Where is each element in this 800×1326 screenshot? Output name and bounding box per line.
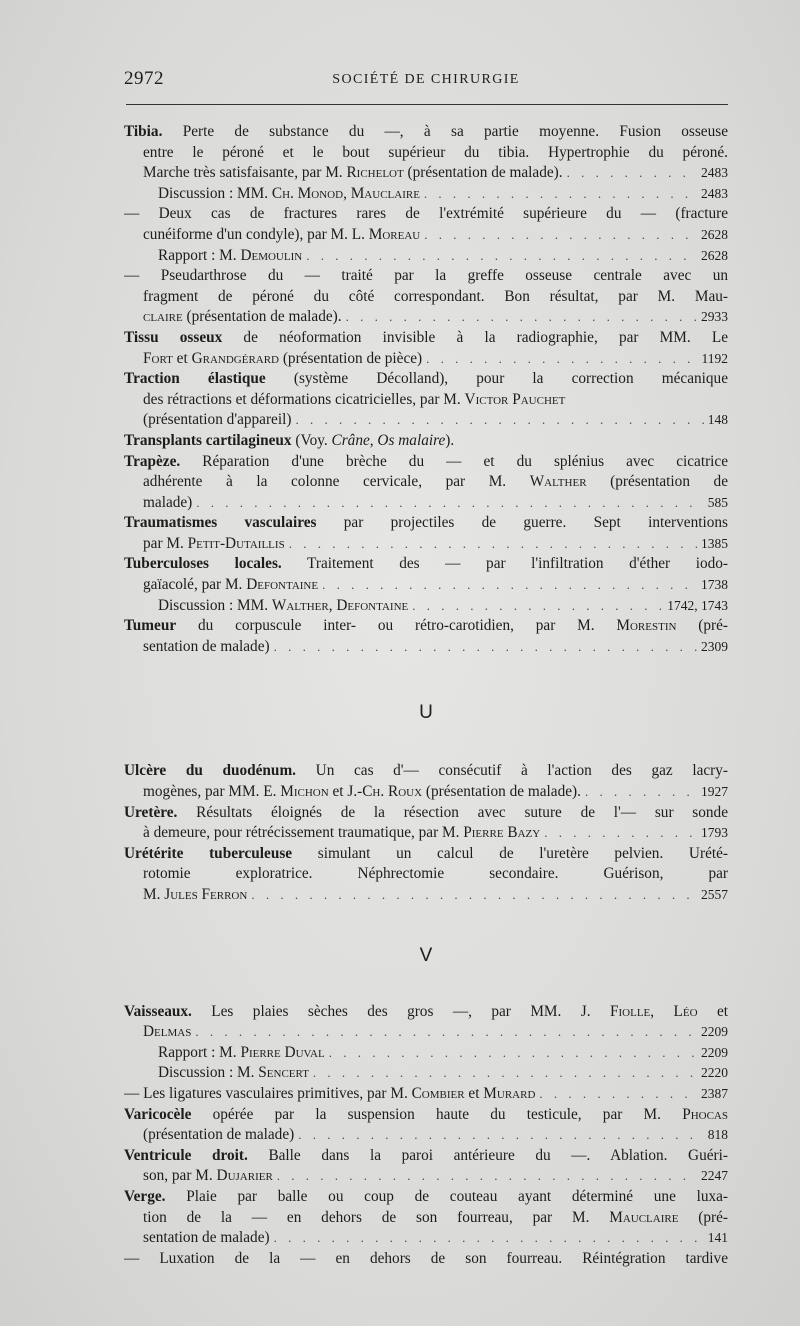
entry-keyword: Uretère. bbox=[124, 803, 178, 821]
page-reference: 2557 bbox=[701, 887, 728, 902]
page-reference: 818 bbox=[707, 1127, 728, 1143]
entry-author: claire bbox=[143, 308, 183, 326]
entry-text-part: (présentation de malade). bbox=[182, 308, 342, 326]
section-letter-v: V bbox=[419, 944, 433, 966]
entry-text-part: Réparation d'une brèche du — et du splénius avec cicatrice bbox=[180, 452, 728, 470]
index-entry bbox=[124, 1002, 728, 1105]
leader-dots bbox=[306, 246, 697, 267]
entry-keyword: Vaisseaux. bbox=[124, 1002, 192, 1020]
entry-author: Ch. Monod, Mauclaire bbox=[271, 184, 420, 202]
entry-author: Fort bbox=[143, 349, 173, 367]
entry-text-part: et J.- bbox=[328, 783, 363, 801]
entry-text-part: (système Décolland), pour la correction mécanique bbox=[265, 370, 728, 388]
entry-text-part: sentation de malade) bbox=[143, 637, 270, 655]
header-rule bbox=[126, 104, 728, 105]
entry-text bbox=[143, 534, 285, 555]
entry-line bbox=[124, 1022, 728, 1043]
entry-text-part: — Les ligatures vasculaires primitives, par M. bbox=[124, 1084, 412, 1102]
entry-line bbox=[124, 184, 728, 205]
entry-text bbox=[143, 163, 563, 184]
entry-line bbox=[124, 1084, 728, 1105]
entry-keyword: Varicocèle bbox=[124, 1105, 192, 1123]
entry-line bbox=[124, 1208, 728, 1229]
entry-text bbox=[124, 369, 728, 390]
entry-text-part: Balle dans la paroi antérieure du —. Ablation. Guéri- bbox=[247, 1146, 728, 1164]
entry-text bbox=[124, 1105, 728, 1126]
entry-text bbox=[124, 328, 728, 349]
entry-text bbox=[143, 575, 318, 596]
entry-text-part: (présentation d'appareil) bbox=[143, 411, 292, 429]
page-reference: 2209 bbox=[701, 1044, 728, 1060]
entry-text-part: Traitement des — par l'infiltration d'éther iodo- bbox=[281, 555, 728, 573]
entry-line bbox=[124, 410, 728, 431]
leader-dots bbox=[313, 1063, 697, 1084]
entry-text-part: Plaie par balle ou coup de couteau ayant déterminé une luxa- bbox=[165, 1187, 728, 1205]
entry-text bbox=[143, 1125, 294, 1146]
entry-text-part: et bbox=[172, 349, 192, 367]
entry-line bbox=[124, 472, 728, 493]
leader-dots bbox=[346, 307, 697, 328]
entry-text-part: (Voy. bbox=[291, 431, 332, 449]
entry-text-part: (présentation de malade). bbox=[403, 164, 563, 182]
entry-line bbox=[124, 513, 728, 534]
leader-dots bbox=[322, 575, 697, 596]
entry-text-part: fragment de péroné du côté correspondant. Bon résultat, par M. Mau- bbox=[143, 287, 728, 305]
entry-author: Dujarier bbox=[216, 1167, 273, 1185]
entry-text-part: cunéiforme d'un condyle), par M. L. bbox=[143, 225, 369, 243]
section-letter-u: U bbox=[419, 702, 433, 724]
entry-line bbox=[124, 204, 728, 225]
entry-text-part: rotomie exploratrice. Néphrectomie secondaire. Guérison, par bbox=[143, 865, 728, 883]
entry-text bbox=[158, 1043, 325, 1064]
page-reference: 141 bbox=[707, 1230, 728, 1246]
entry-text-part: (présentation de bbox=[586, 473, 728, 491]
entry-author: Morestin bbox=[616, 617, 677, 635]
leader-dots bbox=[195, 1022, 697, 1043]
section-v-entries bbox=[124, 1002, 728, 1270]
entry-line bbox=[124, 369, 728, 390]
entry-text-part: (présentation de pièce) bbox=[279, 349, 423, 367]
entry-author: Léo bbox=[673, 1002, 698, 1020]
index-entry bbox=[124, 1146, 728, 1187]
page-reference: 2628 bbox=[701, 247, 728, 263]
entry-author: Pierre Bazy bbox=[463, 824, 541, 842]
entry-author: Walther bbox=[529, 473, 587, 491]
page-reference: 2483 bbox=[701, 165, 728, 181]
entry-text bbox=[158, 1063, 309, 1084]
entry-author: Defontaine bbox=[246, 576, 319, 594]
entry-line bbox=[124, 823, 728, 844]
index-entry bbox=[124, 554, 728, 616]
page-reference: 2209 bbox=[701, 1024, 728, 1040]
leader-dots bbox=[196, 493, 703, 514]
entry-keyword: Tissu osseux bbox=[124, 328, 223, 346]
entry-author: Victor Pauchet bbox=[464, 390, 566, 408]
entry-author: Richelot bbox=[346, 164, 404, 182]
entry-line bbox=[124, 885, 728, 906]
entry-line bbox=[124, 782, 728, 803]
leader-dots bbox=[274, 637, 697, 658]
entry-text bbox=[143, 472, 728, 493]
leader-dots bbox=[295, 410, 703, 431]
entry-text-part: et bbox=[697, 1002, 728, 1020]
entry-text bbox=[143, 143, 728, 164]
page-reference: 2628 bbox=[701, 226, 728, 242]
entry-line bbox=[124, 575, 728, 596]
entry-keyword: Urétérite tuberculeuse bbox=[124, 844, 293, 862]
leader-dots bbox=[298, 1125, 704, 1146]
entry-text bbox=[158, 596, 408, 617]
entry-text bbox=[143, 287, 728, 308]
entry-text-part: (présentation de malade). bbox=[422, 783, 581, 801]
entry-line bbox=[124, 864, 728, 885]
index-entry bbox=[124, 844, 728, 906]
entry-text bbox=[143, 390, 565, 411]
entry-text bbox=[143, 225, 420, 246]
entry-text bbox=[143, 823, 540, 844]
page-reference: 148 bbox=[707, 412, 728, 428]
entry-text-part: Discussion : M. bbox=[158, 1064, 259, 1082]
entry-text bbox=[124, 1249, 728, 1270]
entry-author: Petit-Dutaillis bbox=[187, 534, 285, 552]
leader-dots bbox=[412, 596, 663, 617]
page-reference: 2220 bbox=[701, 1065, 728, 1081]
entry-text-part: tion de la — en dehors de son fourreau, par M. bbox=[143, 1208, 610, 1226]
entry-line bbox=[124, 266, 728, 287]
entry-line bbox=[124, 1166, 728, 1187]
entry-line bbox=[124, 307, 728, 328]
entry-text bbox=[143, 782, 581, 803]
index-entry bbox=[124, 122, 728, 328]
page-reference: 585 bbox=[707, 494, 728, 510]
entry-text-part: (pré- bbox=[678, 1208, 728, 1226]
entry-author: Jules Ferron bbox=[164, 886, 248, 903]
entry-line bbox=[124, 143, 728, 164]
entry-text-part: Discussion : MM. bbox=[158, 596, 272, 614]
leader-dots bbox=[277, 1166, 697, 1187]
leader-dots bbox=[424, 225, 697, 246]
entry-text-part: Résultats éloignés de la résection avec suture de l'— sur sonde bbox=[177, 803, 728, 821]
entry-text bbox=[143, 1022, 191, 1043]
entry-text-part: Rapport : M. bbox=[158, 1043, 241, 1061]
page-reference: 1742, 1743 bbox=[667, 597, 728, 613]
entry-text-part: (pré- bbox=[676, 617, 728, 635]
entry-text bbox=[124, 266, 728, 287]
entry-line bbox=[124, 1043, 728, 1064]
entry-text-part: — Luxation de la — en dehors de son fourreau. Réintégration tardive bbox=[124, 1249, 728, 1267]
entry-text-part: — Pseudarthrose du — traité par la greffe osseuse centrale avec un bbox=[124, 267, 728, 285]
entry-text-part: opérée par la suspension haute du testicule, par M. bbox=[191, 1105, 683, 1123]
entry-line bbox=[124, 431, 728, 452]
entry-line bbox=[124, 1249, 728, 1270]
entry-text-part: — Deux cas de fractures rares de l'extrémité supérieure du — (fracture bbox=[124, 205, 728, 223]
entry-keyword: Tumeur bbox=[124, 617, 177, 635]
entry-text bbox=[124, 204, 728, 225]
leader-dots bbox=[544, 823, 697, 844]
entry-text bbox=[124, 1002, 728, 1023]
leader-dots bbox=[251, 885, 697, 906]
section-t-entries bbox=[124, 122, 728, 657]
index-entry bbox=[124, 452, 728, 514]
entry-text-part: Perte de substance du —, à sa partie moyenne. Fusion osseuse bbox=[162, 123, 728, 140]
entry-text-part: gaïacolé, par M. bbox=[143, 576, 247, 594]
index-entry bbox=[124, 761, 728, 802]
entry-line bbox=[124, 246, 728, 267]
entry-text bbox=[143, 307, 342, 328]
entry-text bbox=[124, 513, 728, 534]
entry-author: Sencert bbox=[258, 1064, 309, 1082]
entry-line bbox=[124, 554, 728, 575]
page-reference: 1927 bbox=[701, 784, 728, 800]
entry-line bbox=[124, 1228, 728, 1249]
page-reference: 1738 bbox=[701, 577, 728, 593]
entry-text bbox=[158, 184, 420, 205]
entry-line bbox=[124, 493, 728, 514]
entry-text bbox=[124, 554, 728, 575]
page-header bbox=[124, 64, 728, 94]
entry-text-part: (présentation de malade) bbox=[143, 1126, 295, 1144]
running-title: SOCIÉTÉ DE CHIRURGIE bbox=[332, 72, 520, 87]
entry-line bbox=[124, 390, 728, 411]
entry-text-part: du corpuscule inter- ou rétro-carotidien, par M. bbox=[176, 617, 617, 635]
entry-text bbox=[124, 431, 454, 452]
index-entry bbox=[124, 369, 728, 431]
entry-italic: Crâne, Os malaire bbox=[331, 431, 446, 449]
entry-author: Mauclaire bbox=[609, 1208, 679, 1226]
entry-text-part: adhérente à la colonne cervicale, par M. bbox=[143, 473, 530, 491]
entry-line bbox=[124, 163, 728, 184]
leader-dots bbox=[289, 534, 697, 555]
entry-line bbox=[124, 844, 728, 865]
entry-text-part: son, par M. bbox=[143, 1167, 217, 1185]
entry-text-part: simulant un calcul de l'uretère pelvien. Urété- bbox=[292, 844, 728, 862]
entry-keyword: Traumatismes vasculaires bbox=[124, 514, 317, 532]
entry-text bbox=[143, 864, 728, 885]
section-u-entries bbox=[124, 761, 728, 905]
entry-author: Fiolle bbox=[609, 1002, 651, 1020]
entry-keyword: Ventricule droit. bbox=[124, 1146, 248, 1164]
entry-author: Grandgérard bbox=[191, 349, 280, 367]
leader-dots bbox=[567, 163, 697, 184]
entry-text bbox=[124, 452, 728, 473]
entry-author: Phocas bbox=[682, 1105, 728, 1123]
leader-dots bbox=[585, 782, 697, 803]
entry-author: Demoulin bbox=[240, 246, 303, 264]
entry-text bbox=[124, 616, 728, 637]
entry-text-part: Marche très satisfaisante, par M. bbox=[143, 164, 347, 182]
entry-line bbox=[124, 761, 728, 782]
entry-text-part: Rapport : M. bbox=[158, 246, 241, 264]
entry-keyword: Verge. bbox=[124, 1187, 166, 1205]
entry-line bbox=[124, 1146, 728, 1167]
index-entry bbox=[124, 1105, 728, 1146]
entry-line bbox=[124, 122, 728, 143]
entry-keyword: Transplants cartilagineux bbox=[124, 431, 292, 449]
entry-text-part: mogènes, par MM. E. bbox=[143, 783, 281, 801]
entry-line bbox=[124, 596, 728, 617]
entry-text bbox=[143, 885, 247, 906]
entry-text-part: Les plaies sèches des gros —, par MM. J. bbox=[191, 1002, 610, 1020]
leader-dots bbox=[539, 1084, 697, 1105]
entry-text-part: sentation de malade) bbox=[143, 1229, 270, 1247]
entry-text-part: entre le péroné et le bout supérieur du tibia. Hypertrophie du péroné. bbox=[143, 143, 728, 161]
entry-text bbox=[124, 1084, 535, 1105]
page-reference: 2933 bbox=[701, 309, 728, 325]
leader-dots bbox=[424, 184, 697, 205]
entry-line bbox=[124, 349, 728, 370]
entry-keyword: Traction élastique bbox=[124, 370, 266, 388]
entry-keyword: Tibia. bbox=[124, 123, 163, 140]
entry-text bbox=[143, 637, 270, 658]
entry-text bbox=[143, 1208, 728, 1229]
entry-text bbox=[143, 1228, 270, 1249]
entry-text-part: à demeure, pour rétrécissement traumatique, par M. bbox=[143, 824, 464, 842]
entry-author: Walther, Defontaine bbox=[271, 596, 409, 614]
entry-text bbox=[124, 761, 728, 782]
entry-text bbox=[143, 1166, 273, 1187]
page-reference: 2387 bbox=[701, 1085, 728, 1101]
page-reference: 1192 bbox=[701, 350, 728, 366]
entry-text-part: par projectiles de guerre. Sept interventions bbox=[316, 514, 728, 532]
entry-text-part: et bbox=[464, 1084, 484, 1102]
entry-keyword: Tuberculoses locales. bbox=[124, 555, 282, 573]
index-entry bbox=[124, 616, 728, 657]
entry-keyword: Trapèze. bbox=[124, 452, 181, 470]
entry-text bbox=[143, 349, 422, 370]
entry-author: Ch. Roux bbox=[362, 783, 423, 801]
entry-line bbox=[124, 637, 728, 658]
page-reference: 2483 bbox=[701, 185, 728, 201]
entry-line bbox=[124, 1002, 728, 1023]
entry-line bbox=[124, 1063, 728, 1084]
entry-line bbox=[124, 287, 728, 308]
entry-text bbox=[124, 844, 728, 865]
entry-text-part: Discussion : MM. bbox=[158, 184, 272, 202]
entry-text-part: des rétractions et déformations cicatricielles, par M. bbox=[143, 390, 465, 408]
entry-line bbox=[124, 1105, 728, 1126]
entry-text-part: , bbox=[650, 1002, 674, 1020]
entry-text bbox=[124, 1146, 728, 1167]
entry-text bbox=[124, 1187, 728, 1208]
entry-text-part: ). bbox=[445, 431, 455, 449]
entry-line bbox=[124, 1125, 728, 1146]
index-content bbox=[124, 122, 728, 1269]
page-reference: 2309 bbox=[701, 638, 728, 654]
entry-text-part: M. bbox=[143, 886, 165, 903]
index-entry bbox=[124, 431, 728, 452]
entry-line bbox=[124, 452, 728, 473]
leader-dots bbox=[426, 349, 697, 370]
entry-author: Michon bbox=[280, 783, 329, 801]
entry-line bbox=[124, 225, 728, 246]
index-entry bbox=[124, 328, 728, 369]
page-reference: 1793 bbox=[701, 825, 728, 841]
entry-text-part: par M. bbox=[143, 534, 188, 552]
entry-text-part: Un cas d'— consécutif à l'action des gaz lacry- bbox=[296, 762, 728, 780]
entry-text-part: malade) bbox=[143, 493, 193, 511]
entry-text bbox=[124, 803, 728, 824]
entry-text-part: de néoformation invisible à la radiographie, par MM. Le bbox=[222, 328, 728, 346]
index-entry bbox=[124, 513, 728, 554]
entry-line bbox=[124, 328, 728, 349]
entry-author: Combier bbox=[411, 1084, 465, 1102]
entry-line bbox=[124, 534, 728, 555]
entry-author: Murard bbox=[483, 1084, 536, 1102]
entry-author: Pierre Duval bbox=[240, 1043, 325, 1061]
entry-author: Moreau bbox=[368, 225, 421, 243]
entry-text bbox=[143, 410, 291, 431]
page-reference: 1385 bbox=[701, 535, 728, 551]
leader-dots bbox=[274, 1228, 704, 1249]
entry-line bbox=[124, 616, 728, 637]
index-entry bbox=[124, 1187, 728, 1269]
page-reference: 2247 bbox=[701, 1168, 728, 1184]
entry-author: Delmas bbox=[143, 1023, 192, 1041]
entry-keyword: Ulcère du duodénum. bbox=[124, 762, 297, 780]
entry-line bbox=[124, 803, 728, 824]
leader-dots bbox=[329, 1043, 697, 1064]
entry-line bbox=[124, 1187, 728, 1208]
entry-text bbox=[143, 493, 192, 514]
entry-text bbox=[124, 122, 728, 143]
entry-text bbox=[158, 246, 302, 267]
page-number: 2972 bbox=[124, 68, 164, 89]
index-entry bbox=[124, 803, 728, 844]
